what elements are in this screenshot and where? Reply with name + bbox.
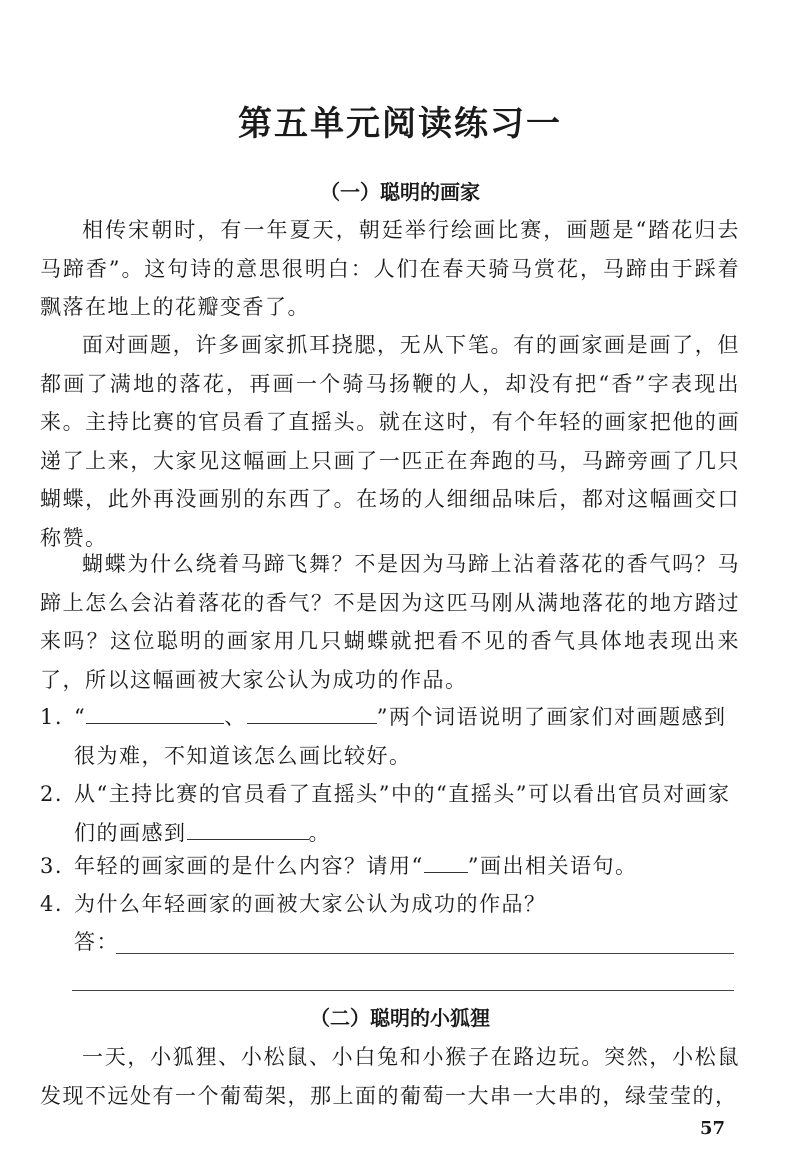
question-1: 1. “ 、 ”两个词语说明了画家们对画题感到很为难，不知道该怎么画比较好。 xyxy=(40,698,740,775)
section1-heading: （一）聪明的画家 xyxy=(320,180,480,204)
question-number: 3. xyxy=(40,854,64,878)
answer-label: 答： xyxy=(74,930,119,954)
section1-paragraph-1: 相传宋朝时，有一年夏天，朝廷举行绘画比赛，画题是“踏花归去马蹄香”。这句诗的意思很明白：人们在春天骑马赏花，马蹄由于踩着飘落在地上的花瓣变香了。 xyxy=(40,218,740,319)
section1-paragraph-2: 面对画题，许多画家抓耳挠腮，无从下笔。有的画家画是画了，但都画了满地的落花，再画一个骑马扬鞭的人，却没有把“香”字表现出来。主持比赛的官员看了直摇头。就在这时，有个年轻的画家把他的画递了上来，大家见这幅画上只画了一匹正在奔跑的马，马蹄旁画了几只蝴蝶，此外再没画别的东西了。在场的人细细品味后，都对这幅画交口称赞。 xyxy=(40,333,740,550)
fill-blank-1a[interactable] xyxy=(86,701,224,724)
question-number: 4. xyxy=(40,892,64,916)
page-number: 57 xyxy=(700,1118,726,1139)
section2-heading: （二）聪明的小狐狸 xyxy=(310,1006,490,1030)
page-title: 第五单元阅读练习一 xyxy=(238,104,562,144)
question-3: 3. 年轻的画家画的是什么内容？请用“ ”画出相关语句。 xyxy=(40,847,740,886)
fill-blank-1b[interactable] xyxy=(247,701,377,724)
question-number: 1. xyxy=(40,705,64,729)
question-number: 2. xyxy=(40,782,64,806)
answer-line[interactable] xyxy=(116,953,734,954)
question-4: 4. 为什么年轻画家的画被大家公认为成功的作品？ xyxy=(40,885,740,924)
section-divider xyxy=(72,990,734,991)
section1-paragraph-3: 蝴蝶为什么绕着马蹄飞舞？不是因为马蹄上沾着落花的香气吗？马蹄上怎么会沾着落花的香气？不是因为这匹马刚从满地落花的地方踏过来吗？这位聪明的画家用几只蝴蝶就把看不见的香气具体地表现出来了，所以这幅画被大家公认为成功的作品。 xyxy=(40,552,740,692)
underline-sample xyxy=(424,850,468,873)
section2-paragraph-1: 一天，小狐狸、小松鼠、小白兔和小猴子在路边玩。突然，小松鼠发现不远处有一个葡萄架，那上面的葡萄一大串一大串的，绿莹莹的， xyxy=(40,1045,740,1108)
answer-row xyxy=(40,923,740,962)
fill-blank-2[interactable] xyxy=(187,817,309,840)
question-2: 2. 从“主持比赛的官员看了直摇头”中的“直摇头”可以看出官员对画家们的画感到 。 xyxy=(40,775,740,852)
